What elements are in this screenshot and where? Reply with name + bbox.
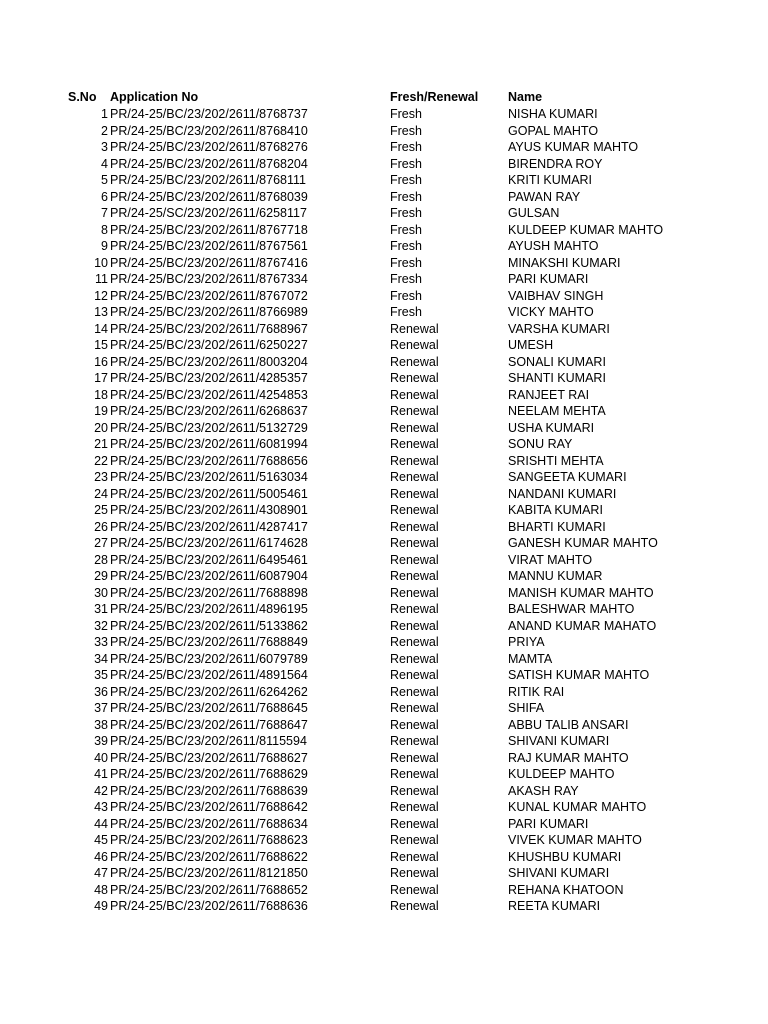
row-sno: 10 bbox=[94, 255, 108, 270]
row-sno: 34 bbox=[94, 651, 108, 666]
row-application-no: PR/24-25/BC/23/202/2611/6081994 bbox=[110, 437, 308, 451]
table-row bbox=[0, 222, 768, 239]
row-sno: 35 bbox=[94, 668, 108, 682]
table-row bbox=[0, 321, 768, 338]
table-row bbox=[0, 634, 768, 651]
table-row bbox=[0, 766, 768, 783]
table-row bbox=[0, 205, 768, 222]
row-fresh-renewal: Renewal bbox=[390, 701, 439, 715]
row-name: GANESH KUMAR MAHTO bbox=[508, 536, 658, 550]
row-application-no: PR/24-25/BC/23/202/2611/7688629 bbox=[110, 767, 308, 781]
row-name: ABBU TALIB ANSARI bbox=[508, 717, 629, 732]
table-row bbox=[0, 288, 768, 305]
table-row bbox=[0, 651, 768, 668]
row-sno: 25 bbox=[94, 503, 108, 517]
row-application-no: PR/24-25/BC/23/202/2611/6087904 bbox=[110, 569, 308, 583]
row-fresh-renewal: Fresh bbox=[390, 206, 422, 220]
table-row bbox=[0, 238, 768, 255]
row-name: PAWAN RAY bbox=[508, 189, 581, 204]
row-name: RAJ KUMAR MAHTO bbox=[508, 750, 629, 765]
row-sno: 48 bbox=[94, 882, 108, 897]
row-fresh-renewal: Renewal bbox=[390, 668, 439, 682]
row-sno: 9 bbox=[101, 239, 108, 253]
row-name: KULDEEP KUMAR MAHTO bbox=[508, 222, 664, 237]
row-application-no: PR/24-25/BC/23/202/2611/8767072 bbox=[110, 288, 308, 303]
row-application-no: PR/24-25/SC/23/202/2611/6258117 bbox=[110, 206, 307, 220]
table-row bbox=[0, 337, 768, 354]
row-application-no: PR/24-25/BC/23/202/2611/6174628 bbox=[110, 536, 308, 550]
table-row bbox=[0, 849, 768, 866]
table-row bbox=[0, 700, 768, 717]
row-application-no: PR/24-25/BC/23/202/2611/8121850 bbox=[110, 866, 308, 880]
row-application-no: PR/24-25/BC/23/202/2611/7688639 bbox=[110, 783, 308, 798]
row-sno: 24 bbox=[94, 486, 108, 501]
row-application-no: PR/24-25/BC/23/202/2611/8768410 bbox=[110, 123, 308, 138]
row-application-no: PR/24-25/BC/23/202/2611/8767334 bbox=[110, 272, 308, 286]
row-sno: 26 bbox=[94, 519, 108, 534]
row-fresh-renewal: Renewal bbox=[390, 783, 439, 798]
table-row bbox=[0, 255, 768, 272]
table-row bbox=[0, 667, 768, 684]
row-sno: 4 bbox=[101, 156, 108, 171]
row-sno: 1 bbox=[101, 107, 108, 121]
row-application-no: PR/24-25/BC/23/202/2611/6268637 bbox=[110, 404, 308, 418]
table-header-row bbox=[0, 88, 768, 106]
row-application-no: PR/24-25/BC/23/202/2611/7688634 bbox=[110, 816, 308, 831]
row-name: KRITI KUMARI bbox=[508, 173, 593, 187]
applicant-list-sheet bbox=[0, 88, 768, 915]
table-row bbox=[0, 865, 768, 882]
table-row bbox=[0, 519, 768, 536]
table-row bbox=[0, 552, 768, 569]
row-fresh-renewal: Renewal bbox=[390, 866, 439, 880]
row-application-no: PR/24-25/BC/23/202/2611/8767718 bbox=[110, 222, 308, 237]
row-name: KULDEEP MAHTO bbox=[508, 767, 615, 781]
row-fresh-renewal: Renewal bbox=[390, 420, 439, 435]
row-name: VIVEK KUMAR MAHTO bbox=[508, 833, 642, 847]
row-name: SHIVANI KUMARI bbox=[508, 734, 610, 748]
row-fresh-renewal: Renewal bbox=[390, 486, 439, 501]
row-application-no: PR/24-25/BC/23/202/2611/8768039 bbox=[110, 189, 308, 204]
row-sno: 41 bbox=[94, 767, 108, 781]
row-name: MANISH KUMAR MAHTO bbox=[508, 585, 654, 600]
row-fresh-renewal: Renewal bbox=[390, 734, 439, 748]
table-body bbox=[0, 106, 768, 915]
row-fresh-renewal: Fresh bbox=[390, 288, 422, 303]
row-fresh-renewal: Fresh bbox=[390, 140, 422, 154]
table-row bbox=[0, 750, 768, 767]
row-fresh-renewal: Renewal bbox=[390, 470, 439, 484]
row-name: SANGEETA KUMARI bbox=[508, 470, 627, 484]
row-application-no: PR/24-25/BC/23/202/2611/8768111 bbox=[110, 173, 306, 187]
row-fresh-renewal: Renewal bbox=[390, 321, 439, 336]
row-application-no: PR/24-25/BC/23/202/2611/7688636 bbox=[110, 899, 308, 913]
row-fresh-renewal: Renewal bbox=[390, 569, 439, 583]
table-row bbox=[0, 601, 768, 618]
table-row bbox=[0, 816, 768, 833]
row-application-no: PR/24-25/BC/23/202/2611/5133862 bbox=[110, 618, 308, 633]
row-application-no: PR/24-25/BC/23/202/2611/4308901 bbox=[110, 503, 308, 517]
row-name: BALESHWAR MAHTO bbox=[508, 602, 635, 616]
row-application-no: PR/24-25/BC/23/202/2611/8766989 bbox=[110, 305, 308, 319]
row-fresh-renewal: Fresh bbox=[390, 123, 422, 138]
row-sno: 14 bbox=[94, 321, 108, 336]
row-fresh-renewal: Fresh bbox=[390, 239, 422, 253]
table-row bbox=[0, 354, 768, 371]
row-name: GOPAL MAHTO bbox=[508, 123, 599, 138]
row-name: VAIBHAV SINGH bbox=[508, 288, 604, 303]
row-application-no: PR/24-25/BC/23/202/2611/8767561 bbox=[110, 239, 308, 253]
row-fresh-renewal: Renewal bbox=[390, 833, 439, 847]
row-fresh-renewal: Renewal bbox=[390, 387, 439, 402]
row-name: NEELAM MEHTA bbox=[508, 404, 606, 418]
row-sno: 44 bbox=[94, 816, 108, 831]
row-name: MAMTA bbox=[508, 651, 553, 666]
row-name: PARI KUMARI bbox=[508, 272, 589, 286]
row-application-no: PR/24-25/BC/23/202/2611/7688642 bbox=[110, 800, 308, 814]
row-name: UMESH bbox=[508, 338, 554, 352]
row-fresh-renewal: Renewal bbox=[390, 453, 439, 468]
row-sno: 45 bbox=[94, 833, 108, 847]
row-application-no: PR/24-25/BC/23/202/2611/8768204 bbox=[110, 156, 308, 171]
row-fresh-renewal: Renewal bbox=[390, 437, 439, 451]
row-sno: 43 bbox=[94, 800, 108, 814]
row-fresh-renewal: Renewal bbox=[390, 899, 439, 913]
row-fresh-renewal: Fresh bbox=[390, 272, 422, 286]
row-fresh-renewal: Fresh bbox=[390, 156, 422, 171]
row-sno: 15 bbox=[94, 338, 108, 352]
row-name: SATISH KUMAR MAHTO bbox=[508, 668, 650, 682]
row-sno: 12 bbox=[94, 288, 108, 303]
header-fresh-renewal: Fresh/Renewal bbox=[390, 90, 479, 104]
row-name: ANAND KUMAR MAHATO bbox=[508, 618, 657, 633]
row-application-no: PR/24-25/BC/23/202/2611/6264262 bbox=[110, 684, 308, 699]
row-sno: 42 bbox=[94, 783, 108, 798]
row-sno: 13 bbox=[94, 305, 108, 319]
row-fresh-renewal: Fresh bbox=[390, 173, 422, 187]
table-row bbox=[0, 436, 768, 453]
row-fresh-renewal: Renewal bbox=[390, 684, 439, 699]
row-sno: 22 bbox=[94, 453, 108, 468]
row-fresh-renewal: Renewal bbox=[390, 882, 439, 897]
table-row bbox=[0, 733, 768, 750]
row-sno: 46 bbox=[94, 849, 108, 864]
table-row bbox=[0, 618, 768, 635]
row-fresh-renewal: Renewal bbox=[390, 354, 439, 369]
row-sno: 5 bbox=[101, 173, 108, 187]
row-application-no: PR/24-25/BC/23/202/2611/7688645 bbox=[110, 701, 308, 715]
row-fresh-renewal: Fresh bbox=[390, 189, 422, 204]
row-application-no: PR/24-25/BC/23/202/2611/8003204 bbox=[110, 354, 308, 369]
row-application-no: PR/24-25/BC/23/202/2611/4285357 bbox=[110, 371, 308, 385]
row-name: KHUSHBU KUMARI bbox=[508, 849, 622, 864]
row-sno: 37 bbox=[94, 701, 108, 715]
row-name: SONU RAY bbox=[508, 437, 573, 451]
row-application-no: PR/24-25/BC/23/202/2611/8767416 bbox=[110, 255, 308, 270]
row-name: SONALI KUMARI bbox=[508, 354, 606, 369]
row-name: USHA KUMARI bbox=[508, 420, 595, 435]
row-sno: 38 bbox=[94, 717, 108, 732]
row-fresh-renewal: Renewal bbox=[390, 717, 439, 732]
row-sno: 19 bbox=[94, 404, 108, 418]
row-name: PRIYA bbox=[508, 635, 545, 649]
row-fresh-renewal: Renewal bbox=[390, 602, 439, 616]
row-name: AKASH RAY bbox=[508, 783, 579, 798]
row-application-no: PR/24-25/BC/23/202/2611/5005461 bbox=[110, 486, 308, 501]
row-name: REHANA KHATOON bbox=[508, 882, 624, 897]
row-fresh-renewal: Renewal bbox=[390, 767, 439, 781]
row-sno: 29 bbox=[94, 569, 108, 583]
header-sno: S.No bbox=[68, 90, 97, 104]
row-name: SHANTI KUMARI bbox=[508, 371, 606, 385]
row-fresh-renewal: Renewal bbox=[390, 371, 439, 385]
row-name: SHIFA bbox=[508, 701, 545, 715]
row-fresh-renewal: Renewal bbox=[390, 536, 439, 550]
row-fresh-renewal: Fresh bbox=[390, 255, 422, 270]
row-name: VARSHA KUMARI bbox=[508, 321, 610, 336]
row-sno: 21 bbox=[94, 437, 108, 451]
row-name: KABITA KUMARI bbox=[508, 503, 603, 517]
row-name: VICKY MAHTO bbox=[508, 305, 594, 319]
row-name: VIRAT MAHTO bbox=[508, 552, 593, 567]
row-sno: 20 bbox=[94, 420, 108, 435]
row-name: AYUS KUMAR MAHTO bbox=[508, 140, 639, 154]
table-row bbox=[0, 717, 768, 734]
table-row bbox=[0, 585, 768, 602]
row-application-no: PR/24-25/BC/23/202/2611/5132729 bbox=[110, 420, 308, 435]
row-sno: 31 bbox=[94, 602, 108, 616]
table-row bbox=[0, 156, 768, 173]
table-row bbox=[0, 469, 768, 486]
row-sno: 2 bbox=[101, 123, 108, 138]
row-application-no: PR/24-25/BC/23/202/2611/7688656 bbox=[110, 453, 308, 468]
row-name: BHARTI KUMARI bbox=[508, 519, 606, 534]
row-application-no: PR/24-25/BC/23/202/2611/7688623 bbox=[110, 833, 308, 847]
row-fresh-renewal: Renewal bbox=[390, 635, 439, 649]
row-name: BIRENDRA ROY bbox=[508, 156, 603, 171]
row-sno: 8 bbox=[101, 222, 108, 237]
row-fresh-renewal: Renewal bbox=[390, 816, 439, 831]
row-sno: 27 bbox=[94, 536, 108, 550]
row-application-no: PR/24-25/BC/23/202/2611/6495461 bbox=[110, 552, 308, 567]
row-name: RANJEET RAI bbox=[508, 387, 590, 402]
row-sno: 28 bbox=[94, 552, 108, 567]
table-row bbox=[0, 684, 768, 701]
row-sno: 3 bbox=[101, 140, 108, 154]
row-name: PARI KUMARI bbox=[508, 816, 589, 831]
row-fresh-renewal: Renewal bbox=[390, 519, 439, 534]
row-fresh-renewal: Renewal bbox=[390, 404, 439, 418]
table-row bbox=[0, 882, 768, 899]
table-row bbox=[0, 189, 768, 206]
table-row bbox=[0, 832, 768, 849]
table-row bbox=[0, 535, 768, 552]
row-application-no: PR/24-25/BC/23/202/2611/4287417 bbox=[110, 519, 308, 534]
row-name: NANDANI KUMARI bbox=[508, 486, 617, 501]
row-fresh-renewal: Renewal bbox=[390, 338, 439, 352]
row-application-no: PR/24-25/BC/23/202/2611/6250227 bbox=[110, 338, 308, 352]
row-sno: 11 bbox=[95, 272, 108, 286]
row-fresh-renewal: Renewal bbox=[390, 618, 439, 633]
row-fresh-renewal: Renewal bbox=[390, 800, 439, 814]
row-application-no: PR/24-25/BC/23/202/2611/8115594 bbox=[110, 734, 307, 748]
table-row bbox=[0, 502, 768, 519]
row-application-no: PR/24-25/BC/23/202/2611/8768737 bbox=[110, 107, 308, 121]
table-row bbox=[0, 783, 768, 800]
row-sno: 6 bbox=[101, 189, 108, 204]
row-sno: 32 bbox=[94, 618, 108, 633]
header-application-no: Application No bbox=[110, 90, 199, 104]
row-application-no: PR/24-25/BC/23/202/2611/4896195 bbox=[110, 602, 308, 616]
row-application-no: PR/24-25/BC/23/202/2611/7688652 bbox=[110, 882, 308, 897]
row-sno: 36 bbox=[94, 684, 108, 699]
row-fresh-renewal: Renewal bbox=[390, 651, 439, 666]
row-fresh-renewal: Renewal bbox=[390, 503, 439, 517]
row-application-no: PR/24-25/BC/23/202/2611/6079789 bbox=[110, 651, 308, 666]
row-application-no: PR/24-25/BC/23/202/2611/7688967 bbox=[110, 321, 308, 336]
table-row bbox=[0, 387, 768, 404]
row-sno: 39 bbox=[94, 734, 108, 748]
row-fresh-renewal: Fresh bbox=[390, 305, 422, 319]
row-fresh-renewal: Renewal bbox=[390, 552, 439, 567]
table-row bbox=[0, 271, 768, 288]
row-fresh-renewal: Fresh bbox=[390, 222, 422, 237]
row-sno: 18 bbox=[94, 387, 108, 402]
row-name: KUNAL KUMAR MAHTO bbox=[508, 800, 647, 814]
row-name: MINAKSHI KUMARI bbox=[508, 255, 621, 270]
table-row bbox=[0, 304, 768, 321]
table-row bbox=[0, 172, 768, 189]
row-application-no: PR/24-25/BC/23/202/2611/4891564 bbox=[110, 668, 308, 682]
row-application-no: PR/24-25/BC/23/202/2611/7688898 bbox=[110, 585, 308, 600]
header-name: Name bbox=[508, 90, 543, 104]
table-row bbox=[0, 420, 768, 437]
row-fresh-renewal: Fresh bbox=[390, 107, 422, 121]
row-application-no: PR/24-25/BC/23/202/2611/7688647 bbox=[110, 717, 308, 732]
table-row bbox=[0, 139, 768, 156]
row-sno: 49 bbox=[94, 899, 108, 913]
row-sno: 7 bbox=[101, 206, 108, 220]
row-fresh-renewal: Renewal bbox=[390, 849, 439, 864]
row-application-no: PR/24-25/BC/23/202/2611/7688627 bbox=[110, 750, 308, 765]
row-application-no: PR/24-25/BC/23/202/2611/8768276 bbox=[110, 140, 308, 154]
row-name: SRISHTI MEHTA bbox=[508, 453, 604, 468]
table-row bbox=[0, 123, 768, 140]
table-row bbox=[0, 568, 768, 585]
row-sno: 40 bbox=[94, 750, 108, 765]
table-row bbox=[0, 106, 768, 123]
row-name: RITIK RAI bbox=[508, 684, 565, 699]
row-sno: 30 bbox=[94, 585, 108, 600]
row-application-no: PR/24-25/BC/23/202/2611/5163034 bbox=[110, 470, 308, 484]
table-row bbox=[0, 370, 768, 387]
row-name: REETA KUMARI bbox=[508, 899, 601, 913]
row-fresh-renewal: Renewal bbox=[390, 585, 439, 600]
row-sno: 17 bbox=[94, 371, 108, 385]
table-row bbox=[0, 403, 768, 420]
table-row bbox=[0, 453, 768, 470]
table-row bbox=[0, 486, 768, 503]
row-name: MANNU KUMAR bbox=[508, 569, 603, 583]
table-row bbox=[0, 898, 768, 915]
row-sno: 47 bbox=[94, 866, 108, 880]
row-sno: 23 bbox=[94, 470, 108, 484]
row-name: NISHA KUMARI bbox=[508, 107, 598, 121]
row-name: GULSAN bbox=[508, 206, 560, 220]
row-name: AYUSH MAHTO bbox=[508, 239, 599, 253]
row-application-no: PR/24-25/BC/23/202/2611/7688849 bbox=[110, 635, 308, 649]
row-sno: 16 bbox=[94, 354, 108, 369]
row-name: SHIVANI KUMARI bbox=[508, 866, 610, 880]
row-application-no: PR/24-25/BC/23/202/2611/4254853 bbox=[110, 387, 308, 402]
table-row bbox=[0, 799, 768, 816]
row-fresh-renewal: Renewal bbox=[390, 750, 439, 765]
row-sno: 33 bbox=[94, 635, 108, 649]
row-application-no: PR/24-25/BC/23/202/2611/7688622 bbox=[110, 849, 308, 864]
